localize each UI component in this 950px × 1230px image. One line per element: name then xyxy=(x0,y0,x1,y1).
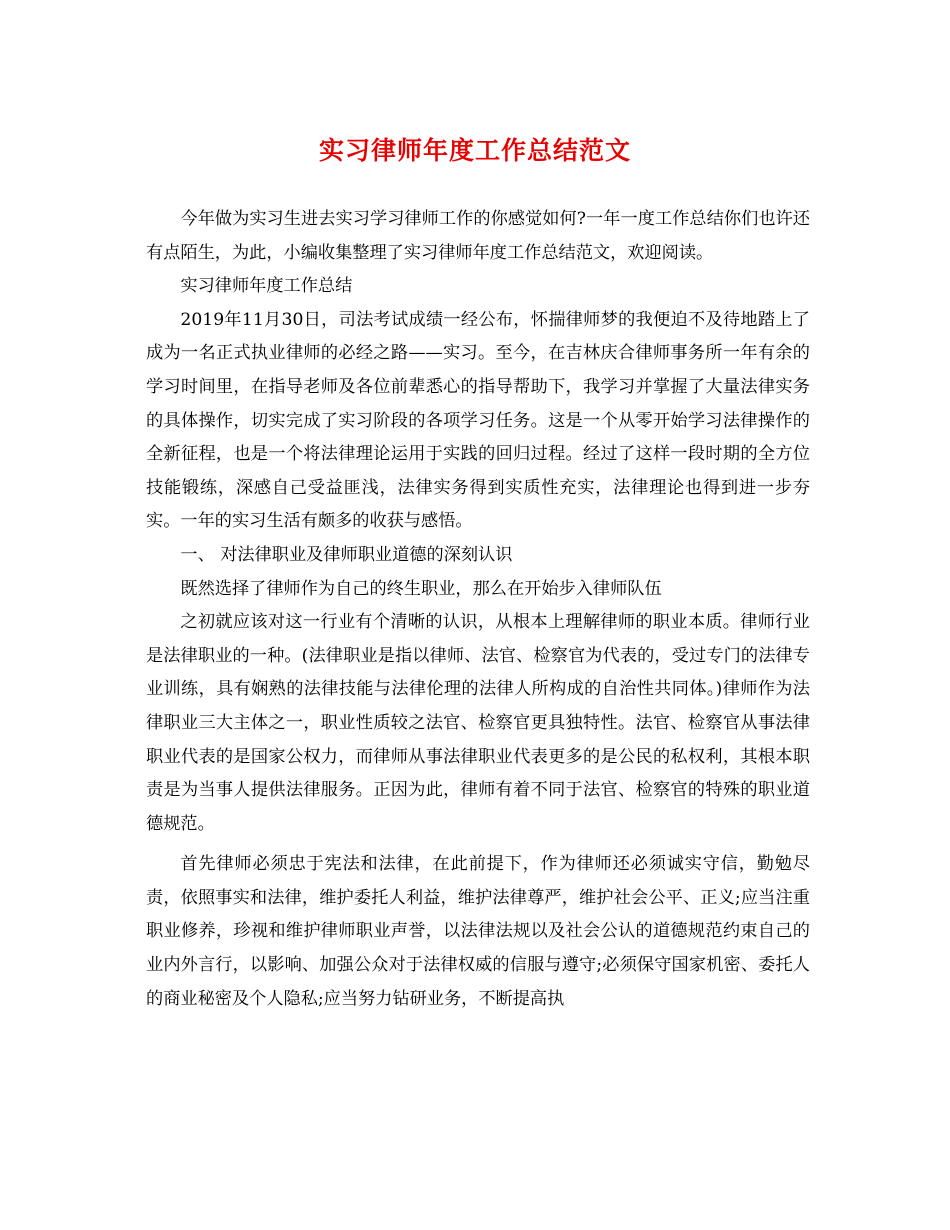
paragraph-overview: 2019年11月30日，司法考试成绩一经公布，怀揣律师梦的我便迫不及待地踏上了成为一名正式执业律师的必经之路——实习。至今，在吉林庆合律师事务所一年有余的学习时间里，在指导老师及各位前辈悉心的指导帮助下，我学习并掌握了大量法律实务的具体操作，切实完成了实习阶段的各项学习任务。这是一个从零开始学习法律操作的全新征程，也是一个将法律理论运用于实践的回归过程。经过了这样一段时期的全方位技能锻练，深感自己受益匪浅，法律实务得到实质性充实，法律理论也得到进一步夯实。一年的实习生活有颇多的收获与感悟。 xyxy=(146,309,810,532)
paragraph-career-choice: 既然选择了律师作为自己的终生职业，那么在开始步入律师队伍 xyxy=(180,578,662,599)
paragraph-legal-profession: 之初就应该对这一行业有个清晰的认识，从根本上理解律师的职业本质。律师行业是法律职业的一种。(法律职业是指以律师、法官、检察官为代表的，受过专门的法律专业训练，具有娴熟的法律技能与法律伦理的法律人所构成的自治性共同体。)律师作为法律职业三大主体之一，职业性质较之法官、检察官更具独特性。法官、检察官从事法律职业代表的是国家公权力，而律师从事法律职业代表更多的是公民的私权利，其根本职责是为当事人提供法律服务。正因为此，律师有着不同于法官、检察官的特殊的职业道德规范。 xyxy=(146,612,810,834)
paragraph-subtitle: 实习律师年度工作总结 xyxy=(180,276,353,297)
section-heading-one: 一、 对法律职业及律师职业道德的深刻认识 xyxy=(180,544,513,565)
document-title: 实习律师年度工作总结范文 xyxy=(318,136,631,165)
document-body xyxy=(146,203,810,1016)
paragraph-intro: 今年做为实习生进去实习学习律师工作的你感觉如何?一年一度工作总结你们也许还有点陌生，为此，小编收集整理了实习律师年度工作总结范文，欢迎阅读。 xyxy=(146,209,810,263)
paragraph-ethics: 首先律师必须忠于宪法和法律，在此前提下，作为律师还必须诚实守信，勤勉尽责，依照事实和法律，维护委托人利益，维护法律尊严，维护社会公平、正义;应当注重职业修养，珍视和维护律师职业声誉，以法律法规以及社会公认的道德规范约束自己的业内外言行，以影响、加强公众对于法律权威的信服与遵守;必须保守国家机密、委托人的商业秘密及个人隐私;应当努力钻研业务，不断提高执 xyxy=(146,854,810,1009)
